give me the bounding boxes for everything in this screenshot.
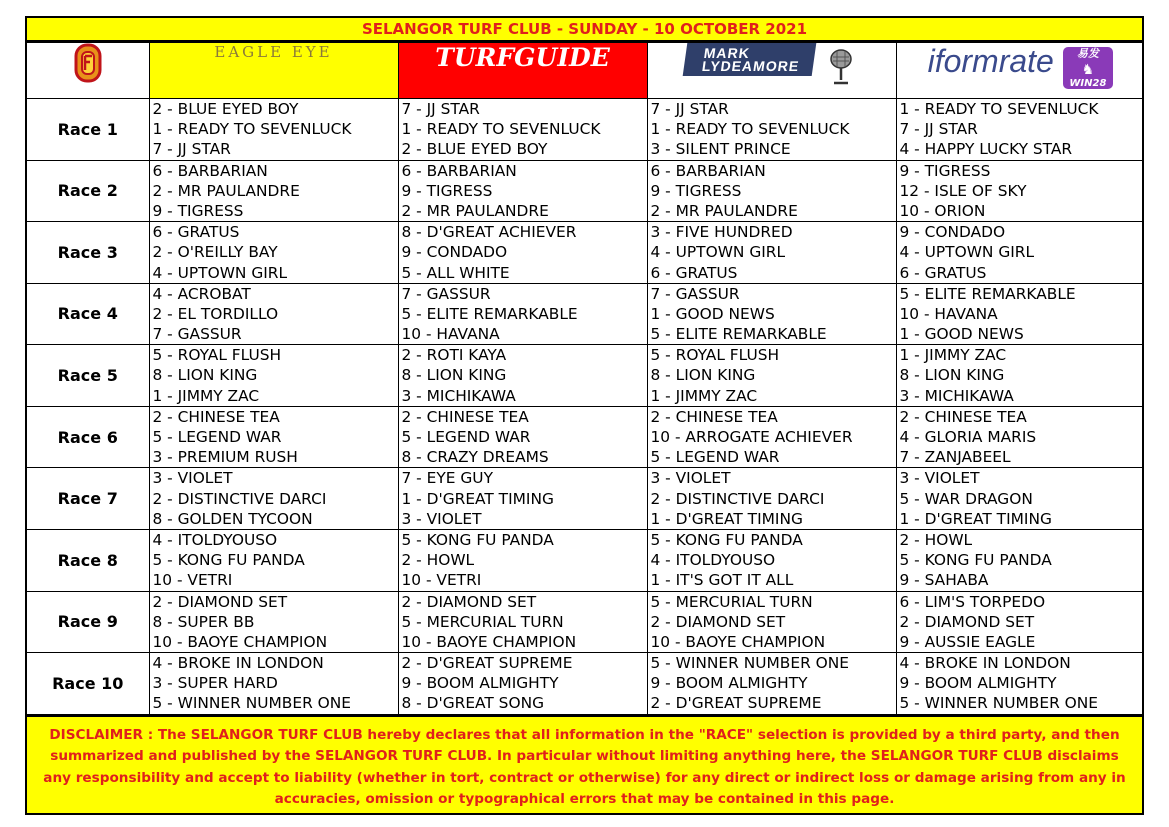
pick-item: 10 - ORION [899, 201, 986, 220]
turfguide-logo [398, 43, 647, 99]
pick-item: 6 - BARBARIAN [152, 161, 268, 180]
pick-cell [398, 345, 647, 407]
pick-item: 8 - LION KING [152, 366, 258, 385]
pick-item: 4 - ITOLDYOUSO [152, 530, 278, 549]
pick-cell [896, 529, 1144, 591]
pick-cell [149, 160, 398, 222]
pick-item: 2 - DIAMOND SET [899, 612, 1035, 631]
pick-item: 10 - HAVANA [401, 325, 500, 344]
pick-cell [149, 222, 398, 284]
pick-item: 7 - JJ STAR [899, 120, 978, 139]
pick-cell [896, 468, 1144, 530]
pick-item: 7 - GASSUR [152, 325, 242, 344]
selection-table [27, 42, 1144, 715]
pick-item: 6 - GRATUS [650, 263, 738, 282]
pick-item: 2 - DIAMOND SET [650, 612, 786, 631]
pick-item: 5 - ELITE REMARKABLE [899, 284, 1076, 303]
pick-cell [149, 406, 398, 468]
pick-item: 2 - EL TORDILLO [152, 304, 279, 323]
pick-cell [398, 283, 647, 345]
pick-item: 2 - DISTINCTIVE DARCI [152, 489, 327, 508]
pick-item: 7 - EYE GUY [401, 469, 493, 488]
pick-item: 5 - KONG FU PANDA [899, 551, 1052, 570]
pick-item: 3 - VIOLET [401, 509, 482, 528]
pick-item: 5 - MERCURIAL TURN [401, 612, 564, 631]
race-row [27, 529, 1144, 591]
pick-item: 2 - D'GREAT SUPREME [401, 654, 573, 673]
turfguide-label: TURFGUIDE [435, 43, 610, 72]
pick-item: 1 - JIMMY ZAC [899, 346, 1007, 365]
pick-item: 10 - BAOYE CHAMPION [152, 632, 328, 651]
pick-item: 5 - KONG FU PANDA [650, 530, 803, 549]
pick-item: 2 - CHINESE TEA [401, 407, 529, 426]
pick-cell [896, 99, 1144, 161]
eagle-eye-logo [149, 43, 398, 99]
pick-item: 9 - TIGRESS [899, 161, 991, 180]
pick-item: 2 - CHINESE TEA [650, 407, 778, 426]
eagle-eye-label: EAGLE EYE [214, 43, 333, 61]
pick-item: 2 - D'GREAT SUPREME [650, 694, 822, 713]
pick-item: 1 - GOOD NEWS [650, 304, 775, 323]
pick-item: 8 - LION KING [401, 366, 507, 385]
disclaimer-text: DISCLAIMER : The SELANGOR TURF CLUB hereby declares that all information in the "RACE" selection is provided by a third party, and then summarized and published by the SELANGOR TURF CLUB. In particular without limiting anything here, the SELANGOR TURF CLUB disclaims any responsibility and accept to liability (whether in tort, contract or otherwise) for any direct or indirect loss or damage arising from any in accuracies, omission or typographical errors that may be contained in this page. [27, 715, 1142, 815]
race-row [27, 99, 1144, 161]
pick-item: 3 - VIOLET [899, 469, 980, 488]
race-label: Race 3 [27, 222, 149, 284]
pick-item: 5 - ELITE REMARKABLE [650, 325, 827, 344]
stc-logo-icon [73, 43, 103, 83]
pick-item: 1 - READY TO SEVENLUCK [152, 120, 352, 139]
pick-item: 6 - BARBARIAN [401, 161, 517, 180]
pick-cell [149, 591, 398, 653]
race-label: Race 5 [27, 345, 149, 407]
pick-item: 4 - UPTOWN GIRL [899, 243, 1035, 262]
win28-label: WIN28 [1069, 77, 1107, 89]
pick-item: 2 - DIAMOND SET [401, 592, 537, 611]
pick-item: 5 - ELITE REMARKABLE [401, 304, 578, 323]
pick-item: 10 - BAOYE CHAMPION [401, 632, 577, 651]
race-label: Race 1 [27, 99, 149, 161]
iformrate-label: iformrate [927, 43, 1054, 79]
iformrate-logo [896, 43, 1144, 99]
pick-item: 7 - JJ STAR [401, 100, 480, 118]
pick-item: 7 - JJ STAR [650, 100, 729, 118]
pick-item: 5 - ALL WHITE [401, 263, 510, 282]
race-row [27, 345, 1144, 407]
pick-item: 9 - CONDADO [899, 223, 1006, 242]
pick-item: 2 - MR PAULANDRE [152, 181, 300, 200]
pick-cell [647, 468, 896, 530]
pick-item: 5 - LEGEND WAR [650, 448, 780, 467]
pick-cell [149, 653, 398, 715]
pick-cell [896, 653, 1144, 715]
pick-item: 2 - DIAMOND SET [152, 592, 288, 611]
pick-item: 5 - WINNER NUMBER ONE [152, 694, 352, 713]
pick-item: 10 - HAVANA [899, 304, 998, 323]
pick-item: 5 - ROYAL FLUSH [152, 346, 282, 365]
pick-item: 4 - ITOLDYOUSO [650, 551, 776, 570]
pick-item: 10 - ARROGATE ACHIEVER [650, 428, 853, 446]
race-row [27, 653, 1144, 715]
pick-item: 6 - GRATUS [899, 263, 987, 282]
pick-cell [647, 406, 896, 468]
pick-item: 2 - MR PAULANDRE [650, 201, 798, 220]
pick-item: 9 - CONDADO [401, 243, 508, 262]
pick-item: 1 - READY TO SEVENLUCK [899, 100, 1099, 118]
race-row [27, 468, 1144, 530]
pick-cell [896, 283, 1144, 345]
pick-cell [398, 591, 647, 653]
pick-item: 4 - HAPPY LUCKY STAR [899, 140, 1073, 159]
pick-item: 1 - JIMMY ZAC [152, 386, 260, 405]
pick-item: 9 - TIGRESS [401, 181, 493, 200]
pick-item: 4 - ACROBAT [152, 284, 251, 303]
pick-item: 12 - ISLE OF SKY [899, 181, 1027, 200]
pick-item: 8 - LION KING [899, 366, 1005, 385]
pick-cell [896, 591, 1144, 653]
stc-logo-cell [27, 43, 149, 99]
pick-item: 3 - VIOLET [152, 469, 233, 488]
pick-item: 2 - DISTINCTIVE DARCI [650, 489, 825, 508]
pick-item: 5 - WINNER NUMBER ONE [899, 694, 1099, 713]
pick-item: 3 - FIVE HUNDRED [650, 223, 793, 242]
pick-item: 3 - VIOLET [650, 469, 731, 488]
pick-item: 2 - O'REILLY BAY [152, 243, 278, 262]
pick-item: 6 - LIM'S TORPEDO [899, 592, 1046, 611]
pick-item: 4 - UPTOWN GIRL [650, 243, 786, 262]
race-label: Race 4 [27, 283, 149, 345]
pick-cell [398, 99, 647, 161]
pick-item: 9 - TIGRESS [152, 201, 244, 220]
pick-cell [149, 468, 398, 530]
mark-lydeamore-logo [647, 43, 896, 99]
pick-item: 6 - BARBARIAN [650, 161, 766, 180]
pick-item: 7 - JJ STAR [152, 140, 231, 159]
horse-icon: 易发 [1076, 46, 1099, 60]
pick-cell [647, 283, 896, 345]
page-title: SELANGOR TURF CLUB - SUNDAY - 10 OCTOBER 2021 [27, 16, 1142, 42]
microphone-icon [824, 47, 858, 87]
pick-cell [149, 99, 398, 161]
mark-lydeamore-badge: MARK LYDEAMORE [683, 43, 817, 76]
pick-cell [896, 406, 1144, 468]
pick-item: 8 - LION KING [650, 366, 756, 385]
pick-item: 4 - GLORIA MARIS [899, 428, 1037, 446]
pick-item: 5 - WAR DRAGON [899, 489, 1033, 508]
pick-item: 10 - VETRI [401, 571, 482, 590]
pick-cell [149, 529, 398, 591]
pick-item: 2 - HOWL [899, 530, 973, 549]
pick-item: 9 - BOOM ALMIGHTY [899, 674, 1057, 693]
pick-item: 9 - BOOM ALMIGHTY [401, 674, 559, 693]
pick-item: 7 - GASSUR [401, 284, 491, 303]
pick-cell [896, 345, 1144, 407]
pick-item: 1 - D'GREAT TIMING [650, 509, 803, 528]
pick-item: 3 - SILENT PRINCE [650, 140, 791, 159]
pick-item: 5 - LEGEND WAR [401, 428, 531, 446]
pick-item: 1 - READY TO SEVENLUCK [401, 120, 601, 139]
pick-item: 8 - D'GREAT ACHIEVER [401, 223, 577, 242]
pick-cell [398, 653, 647, 715]
pick-item: 2 - CHINESE TEA [152, 407, 280, 426]
pick-item: 9 - TIGRESS [650, 181, 742, 200]
pick-item: 8 - D'GREAT SONG [401, 694, 545, 713]
pick-item: 1 - D'GREAT TIMING [899, 509, 1052, 528]
pick-item: 3 - SUPER HARD [152, 674, 278, 693]
pick-item: 4 - UPTOWN GIRL [152, 263, 288, 282]
pick-item: 5 - WINNER NUMBER ONE [650, 654, 850, 673]
pick-item: 8 - SUPER BB [152, 612, 255, 631]
pick-item: 5 - KONG FU PANDA [401, 530, 554, 549]
pick-item: 1 - D'GREAT TIMING [401, 489, 554, 508]
pick-cell [149, 283, 398, 345]
pick-item: 5 - LEGEND WAR [152, 428, 282, 446]
win28-badge: 易发 ♞ WIN28 [1063, 47, 1113, 89]
pick-item: 9 - BOOM ALMIGHTY [650, 674, 808, 693]
pick-cell [398, 529, 647, 591]
pick-item: 8 - GOLDEN TYCOON [152, 509, 313, 528]
pick-cell [398, 160, 647, 222]
race-label: Race 10 [27, 653, 149, 715]
header-row [27, 43, 1144, 99]
pick-item: 1 - IT'S GOT IT ALL [650, 571, 794, 590]
pick-item: 2 - MR PAULANDRE [401, 201, 549, 220]
pick-item: 1 - JIMMY ZAC [650, 386, 758, 405]
race-row [27, 406, 1144, 468]
pick-item: 2 - HOWL [401, 551, 475, 570]
pick-cell [398, 406, 647, 468]
pick-item: 3 - MICHIKAWA [401, 386, 516, 405]
pick-item: 6 - GRATUS [152, 223, 240, 242]
pick-cell [647, 222, 896, 284]
race-row [27, 160, 1144, 222]
race-row [27, 591, 1144, 653]
pick-item: 10 - BAOYE CHAMPION [650, 632, 826, 651]
pick-cell [647, 345, 896, 407]
pick-cell [647, 529, 896, 591]
race-label: Race 7 [27, 468, 149, 530]
race-label: Race 6 [27, 406, 149, 468]
race-row [27, 222, 1144, 284]
pick-item: 3 - MICHIKAWA [899, 386, 1014, 405]
pick-item: 1 - READY TO SEVENLUCK [650, 120, 850, 139]
pick-item: 10 - VETRI [152, 571, 233, 590]
pick-item: 2 - BLUE EYED BOY [152, 100, 299, 118]
pick-item: 2 - CHINESE TEA [899, 407, 1027, 426]
pick-cell [398, 468, 647, 530]
pick-cell [647, 99, 896, 161]
pick-cell [896, 160, 1144, 222]
pick-item: 4 - BROKE IN LONDON [899, 654, 1071, 673]
pick-cell [647, 591, 896, 653]
pick-cell [149, 345, 398, 407]
pick-item: 9 - SAHABA [899, 571, 989, 590]
pick-item: 2 - ROTI KAYA [401, 346, 507, 365]
pick-item: 9 - AUSSIE EAGLE [899, 632, 1036, 651]
race-row [27, 283, 1144, 345]
pick-cell [896, 222, 1144, 284]
pick-item: 5 - ROYAL FLUSH [650, 346, 780, 365]
pick-item: 4 - BROKE IN LONDON [152, 654, 324, 673]
race-label: Race 9 [27, 591, 149, 653]
pick-item: 5 - KONG FU PANDA [152, 551, 305, 570]
pick-item: 1 - GOOD NEWS [899, 325, 1024, 344]
pick-cell [647, 653, 896, 715]
pick-item: 7 - GASSUR [650, 284, 740, 303]
race-label: Race 2 [27, 160, 149, 222]
pick-cell [647, 160, 896, 222]
pick-cell [398, 222, 647, 284]
race-selection-sheet [25, 16, 1144, 815]
pick-item: 3 - PREMIUM RUSH [152, 448, 298, 467]
race-label: Race 8 [27, 529, 149, 591]
pick-item: 5 - MERCURIAL TURN [650, 592, 813, 611]
pick-item: 7 - ZANJABEEL [899, 448, 1011, 467]
pick-item: 2 - BLUE EYED BOY [401, 140, 548, 159]
pick-item: 8 - CRAZY DREAMS [401, 448, 549, 467]
